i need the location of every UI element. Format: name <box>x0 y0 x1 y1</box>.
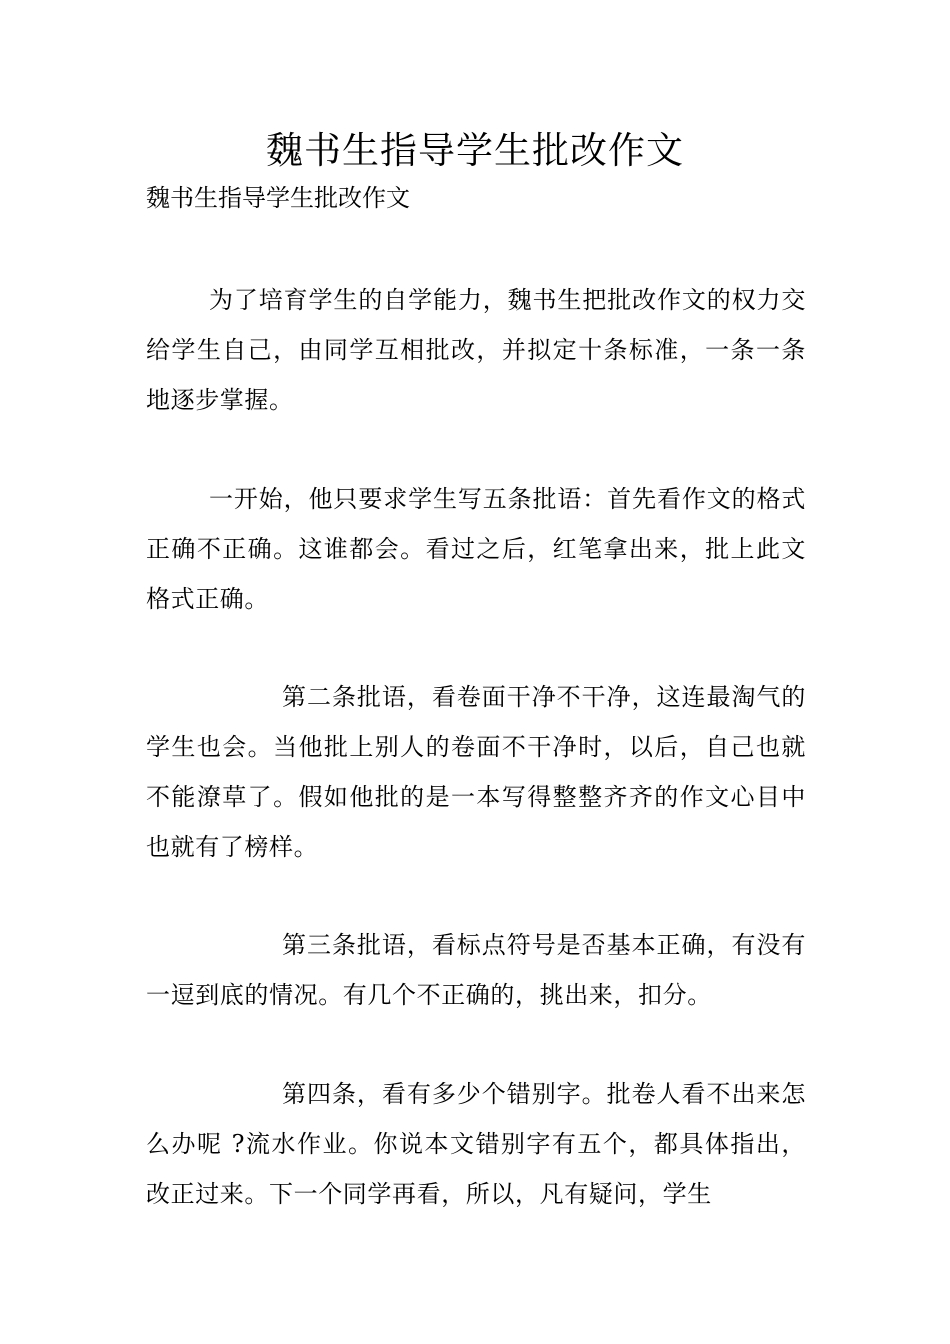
document-subtitle: 魏书生指导学生批改作文 <box>146 184 410 212</box>
paragraph-4: 第三条批语，看标点符号是否基本正确，有没有一逗到底的情况。有几个不正确的，挑出来，扣分。 <box>146 931 806 1009</box>
paragraph-5: 第四条，看有多少个错别字。批卷人看不出来怎么办呢 ?流水作业。你说本文错别字有五个，都具体指出，改正过来。下一个同学再看，所以，凡有疑问，学生 <box>146 1080 806 1208</box>
paragraph-1: 为了培育学生的自学能力，魏书生把批改作文的权力交给学生自己，由同学互相批改，并拟定十条标准，一条一条地逐步掌握。 <box>146 286 806 414</box>
paragraph-3: 第二条批语，看卷面干净不干净，这连最淘气的学生也会。当他批上别人的卷面不干净时，以后，自己也就不能潦草了。假如他批的是一本写得整整齐齐的作文心目中也就有了榜样。 <box>146 683 806 861</box>
document-title: 魏书生指导学生批改作文 <box>266 129 684 172</box>
paragraph-2: 一开始，他只要求学生写五条批语：首先看作文的格式正确不正确。这谁都会。看过之后，红笔拿出来，批上此文格式正确。 <box>146 485 806 613</box>
